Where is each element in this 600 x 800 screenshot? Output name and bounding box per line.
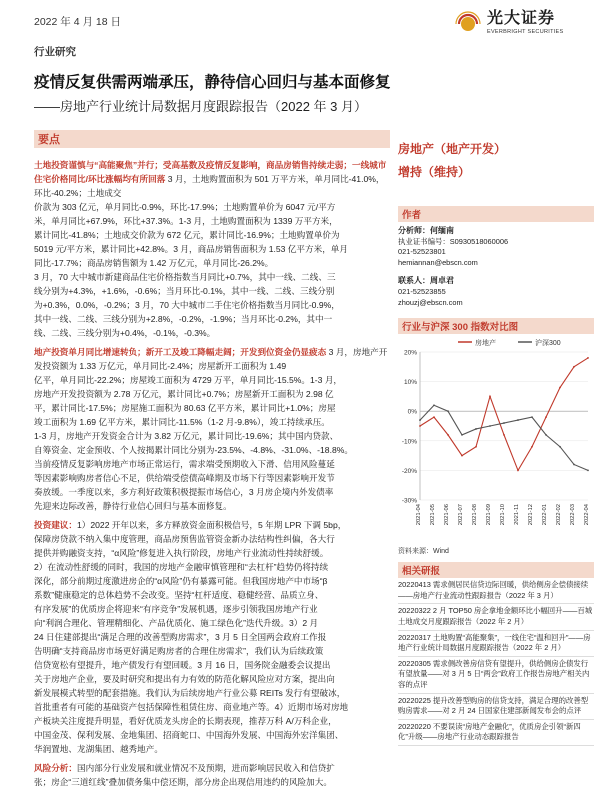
paragraph-highlight: 土地投资谨慎与“高能聚焦”并行；受高基数及疫情反复影响，商品房销售持续走弱；一线城市住宅价格同比/环比涨幅均有所回落 <box>34 160 387 184</box>
series-point <box>573 366 575 368</box>
paragraph-line: 2）在流动性舒缓的同时，我国的房地产金融审慎管理和“去杠杆”趋势仍将持续 <box>34 562 329 572</box>
paragraph-investment <box>34 345 390 513</box>
series-point <box>489 396 491 398</box>
paragraph-line: 有序发展”的优质房企将迎来“有序竞争”发展机遇，逐步引领我国房地产行业 <box>34 604 318 614</box>
paragraph-line: 平，累计同比-17.5%；房屋施工面积为 80.63 亿平方米，累计同比+1.0%；房屋 <box>34 403 336 413</box>
x-tick-label: 2021-08 <box>472 504 478 526</box>
series-point <box>587 357 589 359</box>
paragraph-lines <box>34 347 387 511</box>
paragraph-line: 为+0.3%，0.0%，-0.2%；3 月，70 大中城市二手住宅价格指数当月同比-0.9%， <box>34 300 340 310</box>
rating-sector: 房地产（地产开发） <box>398 142 507 156</box>
paragraph-line: 新发展模式转型的配套措施。我们认为后续房地产行业公募 REITs 发行有望破冰， <box>34 688 346 698</box>
chart-source: 资料来源：Wind <box>398 548 449 556</box>
paragraph-line: 同比-17.7%；商品房销售额为 1.42 万亿元，单月同比-26.2%。 <box>34 258 274 268</box>
x-tick-label: 2021-06 <box>444 504 450 526</box>
paragraph-risk <box>34 761 390 789</box>
y-tick-label: 20% <box>403 349 417 357</box>
y-tick-label: 0% <box>407 408 417 416</box>
report-category: 行业研究 <box>34 46 76 58</box>
series-point <box>545 434 547 436</box>
y-tick-label: -10% <box>401 438 417 446</box>
series-point <box>433 416 435 418</box>
related-report-item[interactable]: 20220225 提升改善型购房的信贷支持，满足合理的改善型购房需求——对 2 月 24 日国家住建部新闻发布会的点评 <box>398 694 594 720</box>
x-tick-label: 2021-04 <box>416 504 422 526</box>
series-point <box>419 419 421 421</box>
paragraph-line: 累计同比-41.8%；土地成交价款为 672 亿元，累计同比-16.9%；土地购置单价为 <box>34 230 340 240</box>
key-points-heading: 要点 <box>34 130 390 148</box>
chart-heading: 行业与沪深 300 指数对比图 <box>398 318 594 334</box>
paragraph-lines <box>34 174 384 338</box>
report-title: 疫情反复供需两端承压，静待信心回归与基本面修复 <box>34 74 391 91</box>
paragraph-line: 3 月，土地购置面积为 501 万平方米，单月同比-41.0%，环比-40.2%；土地成交 <box>34 174 385 198</box>
y-tick-label: -30% <box>401 497 417 505</box>
series-point <box>475 428 477 430</box>
report-date: 2022 年 4 月 18 日 <box>34 16 121 28</box>
contact-name: 联系人：周卓君 <box>398 276 454 286</box>
legend-label: 房地产 <box>475 340 496 348</box>
x-tick-label: 2021-12 <box>528 504 534 526</box>
chart-svg <box>398 334 594 544</box>
paragraph-line: 信贷宽松有望提升，地产债发行有望回暖。3 月 16 日，国务院金融委会议提出 <box>34 660 331 670</box>
paragraph-line: 首批重者有可能的基础资产包括保障性租赁住房、商业地产等。4）近期市场对房地 <box>34 702 349 712</box>
paragraph-line: 提供并购融资支持，“α风险”修复进入执行阶段，房地产行业流动性持续舒缓。 <box>34 548 329 558</box>
contact-email[interactable]: zhouzj@ebscn.com <box>398 297 463 307</box>
paragraph-recommendation <box>34 518 390 756</box>
paragraph-highlight: 地产投资单月同比增速转负；新开工及竣工降幅走阔；开发到位资金仍显疲态 <box>34 347 327 357</box>
paragraph-line: 线分别为+4.3%，+1.6%，-0.6%；当月环比-0.1%，其中一线、二线、三线分别 <box>34 286 335 296</box>
paragraph-line: 价款为 303 亿元，单月同比-0.9%，环比-17.9%；土地购置单价为 6047 元/平方 <box>34 202 336 212</box>
paragraph-line: 中国金茂、保利发展、金地集团、招商蛇口、中国海外发展、中国海外宏洋集团、 <box>34 730 344 740</box>
contact-block <box>398 276 594 308</box>
related-report-item[interactable]: 20220220 不要误读“房地产金融化”，优质房企引领“新四化”升级——房地产行业动态跟踪报告 <box>398 720 594 746</box>
paragraph-line: 5019 元/平方米，累计同比+42.8%。3 月，商品房销售面积为 1.53 亿平方米，单月 <box>34 244 348 254</box>
paragraph-line: 产板块关注度提升明显，看好优质龙头房企的长期表现，推荐万科 A/万科企业， <box>34 716 337 726</box>
paragraph-line: 华润置地、龙湖集团、越秀地产。 <box>34 744 163 754</box>
x-tick-label: 2021-11 <box>514 504 520 525</box>
series-point <box>531 416 533 418</box>
analyst-license: 执业证书编号：S0930518060006 <box>398 236 509 246</box>
series-point <box>447 410 449 412</box>
x-tick-label: 2022-04 <box>584 504 590 526</box>
legend-label: 沪深300 <box>535 340 561 348</box>
paragraph-line: 3 月，房地产开发投资额为 1.33 万亿元，单月同比-2.4%；房屋新开工面积为 1.49 <box>34 347 388 371</box>
report-subtitle: ——房地产行业统计局数据月度跟踪报告（2022 年 3 月） <box>34 99 367 114</box>
analyst-name: 分析师：何缅南 <box>398 226 454 235</box>
paragraph-line: 当前疫情反复影响房地产市场正常运行，需求端受预期收入下滑、信用风险蔓延 <box>34 459 335 469</box>
paragraph-line: 1）2022 开年以来，多方释放资金面积极信号，5 年期 LPR 下调 5bp， <box>76 520 347 530</box>
paragraph-line: 保障房贷款不纳入集中度管理，商品房预售监管资金新办法结构性纠偏，各大行 <box>34 534 335 544</box>
x-tick-label: 2021-09 <box>486 504 492 526</box>
y-tick-label: -20% <box>401 468 417 476</box>
paragraph-line: 其中一线、二线、三线分别为+2.8%，-0.2%，-1.9%；当月环比-0.2%，其中一 <box>34 314 333 324</box>
key-points-column <box>34 130 390 789</box>
related-reports-heading: 相关研报 <box>398 562 594 578</box>
series-point <box>475 446 477 448</box>
company-logo <box>455 6 595 40</box>
paragraph-line: 关于房地产企业，要及时研究和提出有力有效的防范化解风险应对方案，提出向 <box>34 674 335 684</box>
x-tick-label: 2022-02 <box>556 504 562 526</box>
x-tick-label: 2021-07 <box>458 504 464 526</box>
series-point <box>461 434 463 436</box>
series-point <box>489 425 491 427</box>
paragraph-line: 向“利润合理化、管理精细化、产品优质化、施工绿色化”迭代升级。3）2 月 <box>34 618 319 628</box>
x-tick-label: 2022-03 <box>570 504 576 526</box>
series-line-2 <box>420 405 588 470</box>
paragraph-line: 1-3 月，房地产开发资金合计为 3.82 万亿元，累计同比-19.6%；其中国内贷款、 <box>34 431 339 441</box>
paragraph-land-sales <box>34 158 390 340</box>
contact-phone: 021-52523855 <box>398 286 446 296</box>
paragraph-line: 系数”健康稳定的总体趋势不会改变。坚持“杠杆适度、稳健经营、品质立身、 <box>34 590 324 600</box>
analyst-phone: 021-52523801 <box>398 247 446 257</box>
series-point <box>531 446 533 448</box>
rating-value: 增持（维持） <box>398 165 471 179</box>
series-point <box>545 416 547 418</box>
analyst-block <box>398 226 594 268</box>
paragraph-lines <box>34 763 335 787</box>
paragraph-line: 亿平，单月同比-22.2%；房屋竣工面积为 4729 万平，单月同比-15.5%。1-3 月， <box>34 375 343 385</box>
series-point <box>503 434 505 436</box>
paragraph-label: 投资建议： <box>34 520 77 530</box>
paragraph-line: 24 日住建部提出“满足合理的改善型购房需求”，3 月 5 日全国两会政府工作报 <box>34 632 327 642</box>
logo-english-name: EVERBRIGHT SECURITIES <box>487 29 564 35</box>
x-tick-label: 2022-01 <box>542 504 548 526</box>
series-point <box>447 434 449 436</box>
paragraph-line: 告明确“支持商品房市场更好满足购房者的合理住房需求”，我们认为后续政策 <box>34 646 324 656</box>
series-point <box>503 422 505 424</box>
related-reports-list <box>398 578 594 746</box>
paragraph-line: 张；房企“三道红线”叠加债务集中偿还期，部分房企出现信用违约的风险加大。 <box>34 777 332 787</box>
y-tick-label: 10% <box>403 379 417 387</box>
sidebar-column <box>398 130 594 746</box>
paragraph-line: 奏放缓。一季度以来，多方利好政策积极提振市场信心，3 月房企境内外发债率 <box>34 487 334 497</box>
x-tick-label: 2021-05 <box>430 504 436 526</box>
paragraph-line: 深化，部分前期过度激进房企的“α风险”仍有暴露可能。但我国房地产中市场“β <box>34 576 328 586</box>
analyst-email[interactable]: hemiannan@ebscn.com <box>398 257 478 267</box>
series-point <box>573 464 575 466</box>
sun-logo-icon <box>455 10 481 36</box>
paragraph-line: 先迎来边际改善，静待行业信心回归与基本面修复。 <box>34 501 232 511</box>
paragraph-label: 风险分析： <box>34 763 77 773</box>
paragraph-line: 自筹资金、定金预收、个人按揭累计同比分别为-23.5%、-4.8%、-31.0%、-18.8%。 <box>34 445 353 455</box>
paragraph-line: 3 月，70 大中城市新建商品住宅价格指数当月同比+0.7%，其中一线、二线、三 <box>34 272 336 282</box>
paragraph-lines <box>34 520 348 754</box>
logo-chinese-name: 光大证券 <box>487 10 556 27</box>
series-point <box>587 470 589 472</box>
series-point <box>517 419 519 421</box>
paragraph-line: 竣工面积为 1.69 亿平方米，累计同比-11.5%（1-2 月-9.8%），竣工持续承压。 <box>34 417 330 427</box>
series-line-1 <box>420 358 588 470</box>
paragraph-line: 等因素影响购房者信心不足，供给端受偿债高峰期及市场下行等因素影响开发节 <box>34 473 335 483</box>
related-report-item[interactable]: 20220305 需求侧改善房信贷有望提升，供给侧房企债发行有望放量——对 3 月 5 日“两会”政府工作报告房地产相关内容的点评 <box>398 657 594 694</box>
related-report-item[interactable]: 20220322 2 月 TOP50 房企拿地金额环比小幅回升——百城土地成交月度跟踪报告（2022 年 2 月） <box>398 604 594 630</box>
x-tick-label: 2021-10 <box>500 504 506 526</box>
series-point <box>433 405 435 407</box>
series-point <box>461 455 463 457</box>
authors-heading: 作者 <box>398 206 594 222</box>
series-point <box>559 387 561 389</box>
related-report-item[interactable]: 20220413 需求侧居民信贷边际回暖，供给侧房企偿债接续——房地产行业流动性跟踪报告（2022 年 3 月） <box>398 578 594 604</box>
series-point <box>559 446 561 448</box>
paragraph-line: 米，单月同比+67.9%，环比+37.3%。1-3 月，土地购置面积为 1339 万平方米， <box>34 216 338 226</box>
paragraph-line: 房地产开发投资额为 2.78 万亿元，累计同比+0.7%；房屋新开工面积为 2.98 亿 <box>34 389 334 399</box>
series-point <box>419 425 421 427</box>
paragraph-line: 线、二线、三线分别为+0.4%，-0.1%，-0.3%。 <box>34 328 216 338</box>
series-point <box>517 470 519 472</box>
related-report-item[interactable]: 20220317 土地购置“高能聚集”，一线住宅“温和回升”——房地产行业统计局数据月度跟踪报告（2022 年 2 月） <box>398 631 594 657</box>
paragraph-line: 国内部分行业发展和就业情况不及预期，进而影响居民收入和信贷扩 <box>76 763 335 773</box>
index-comparison-chart <box>398 334 594 544</box>
